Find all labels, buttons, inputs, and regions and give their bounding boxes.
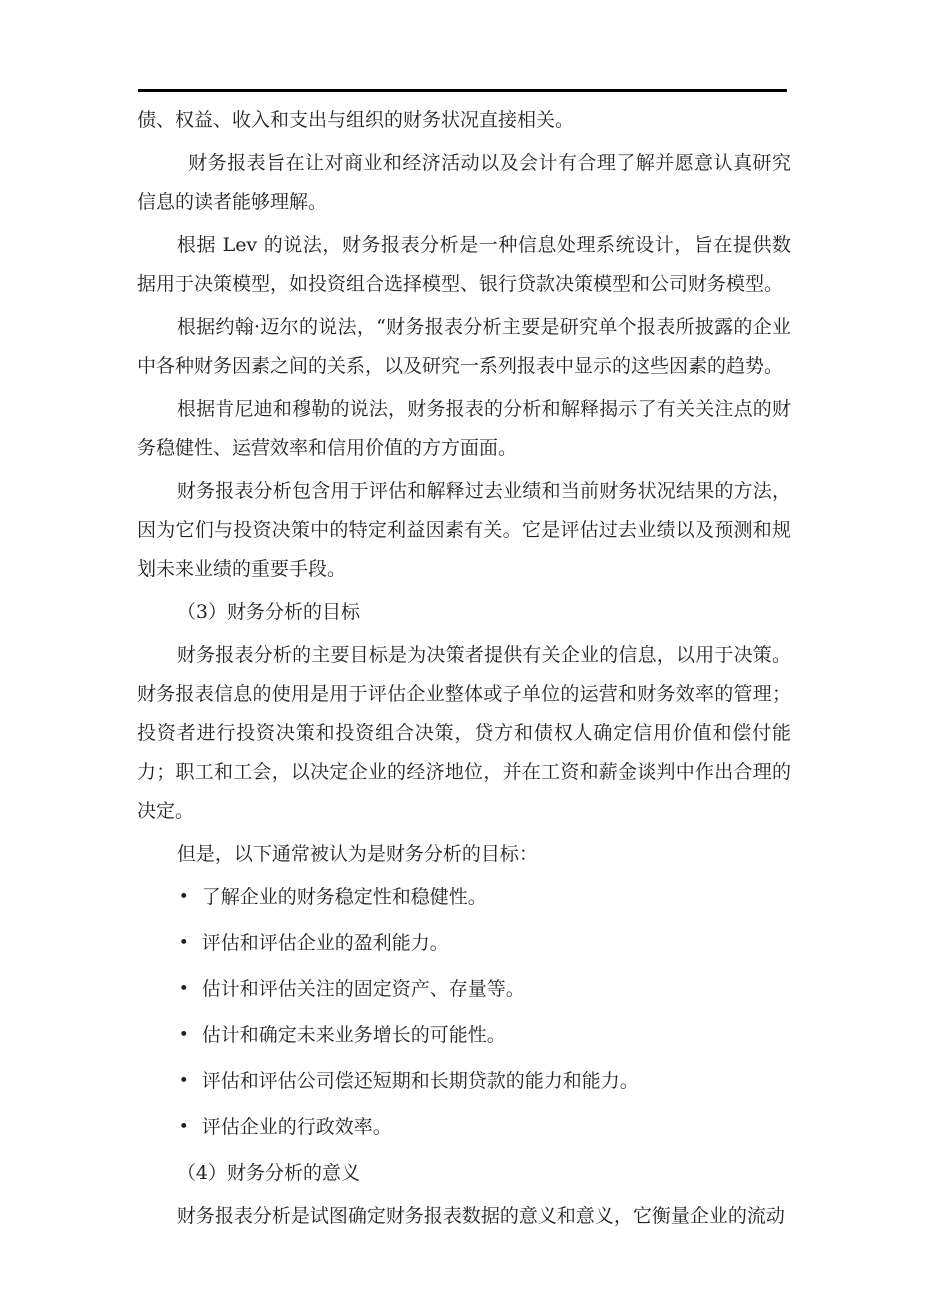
bullet-item [179,970,791,1009]
paragraph: 财务报表旨在让对商业和经济活动以及会计有合理了解并愿意认真研究信息的读者能够理解。 [137,152,791,213]
bullet-item [179,878,791,917]
bullet-text: 评估企业的行政效率。 [201,1116,392,1138]
bullet-text: 评估和评估公司偿还短期和长期贷款的能力和能力。 [201,1070,639,1092]
paragraph: 根据肯尼迪和穆勒的说法，财务报表的分析和解释揭示了有关关注点的财务稳健性、运营效率和信用价值的方方面面。 [137,398,791,459]
bullet-item [179,1062,791,1101]
bullet-icon: • [178,933,189,953]
document-body [137,101,791,1240]
paragraph: 根据约翰·迈尔的说法，“财务报表分析主要是研究单个报表所披露的企业中各种财务因素之间的关系，以及研究一系列报表中显示的这些因素的趋势。 [137,316,791,377]
bullet-icon: • [178,1117,189,1137]
bullet-icon: • [178,979,189,999]
paragraph: 财务报表分析包含用于评估和解释过去业绩和当前财务状况结果的方法，因为它们与投资决策中的特定利益因素有关。它是评估过去业绩以及预测和规划未来业绩的重要手段。 [137,480,791,580]
section-heading: （4）财务分析的意义 [176,1162,360,1184]
bullet-text: 评估和评估企业的盈利能力。 [201,932,449,954]
paragraph: 但是，以下通常被认为是财务分析的目标： [176,843,538,865]
bullet-item [179,924,791,963]
bullet-icon: • [178,887,189,907]
bullet-icon: • [178,1025,189,1045]
paragraph: 根据 Lev 的说法，财务报表分析是一种信息处理系统设计，旨在提供数据用于决策模型，如投资组合选择模型、银行贷款决策模型和公司财务模型。 [137,234,791,295]
header-rule [138,89,787,92]
bullet-item [179,1016,791,1055]
paragraph: 财务报表分析是试图确定财务报表数据的意义和意义，它衡量企业的流动 [176,1205,785,1227]
paragraph: 债、权益、收入和支出与组织的财务状况直接相关。 [137,109,575,131]
bullet-text: 估计和确定未来业务增长的可能性。 [201,1024,506,1046]
paragraph: 财务报表分析的主要目标是为决策者提供有关企业的信息，以用于决策。财务报表信息的使用是用于评估企业整体或子单位的运营和财务效率的管理；投资者进行投资决策和投资组合决策，贷方和债权人确定信用价值和偿付能力；职工和工会，以决定企业的经济地位，并在工资和薪金谈判中作出合理的决定。 [137,644,791,822]
bullet-text: 估计和评估关注的固定资产、存量等。 [201,978,525,1000]
section-heading: （3）财务分析的目标 [176,601,360,623]
bullet-item [179,1108,791,1147]
bullet-icon: • [178,1071,189,1091]
bullet-text: 了解企业的财务稳定性和稳健性。 [201,886,487,908]
